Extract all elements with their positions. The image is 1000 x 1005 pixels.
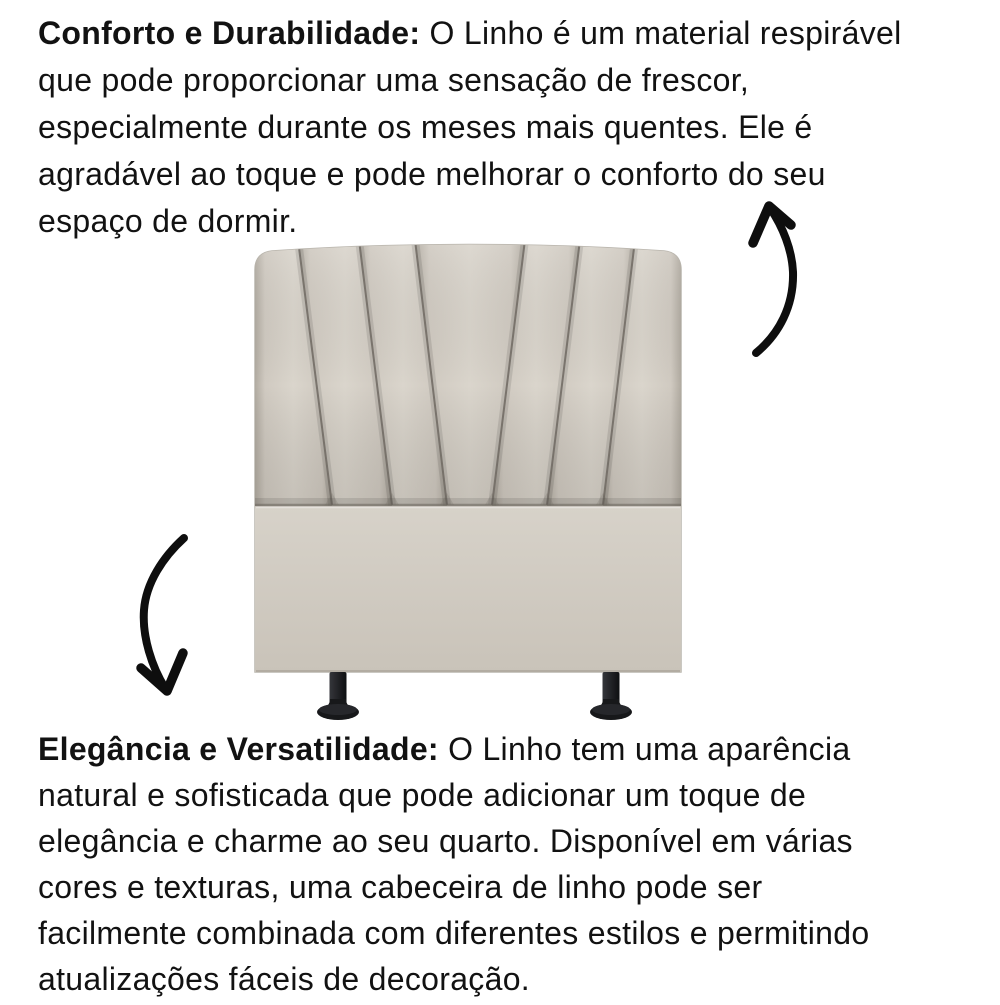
text-line bbox=[38, 726, 869, 772]
text-line bbox=[38, 910, 869, 956]
text-line bbox=[38, 198, 902, 245]
paragraph-text: O Linho é um material respirável bbox=[420, 15, 902, 51]
headboard-leg-right bbox=[590, 672, 632, 720]
text-line bbox=[38, 151, 902, 198]
paragraph-text: elegância e charme ao seu quarto. Disponível em várias bbox=[38, 823, 853, 859]
paragraph-text: atualizações fáceis de decoração. bbox=[38, 961, 530, 997]
text-line bbox=[38, 956, 869, 1002]
paragraph-conforto-durabilidade bbox=[38, 10, 902, 245]
paragraph-text: que pode proporcionar uma sensação de frescor, bbox=[38, 62, 750, 98]
paragraph-text: cores e texturas, uma cabeceira de linho pode ser bbox=[38, 869, 763, 905]
text-line bbox=[38, 818, 869, 864]
paragraph-text: agradável ao toque e pode melhorar o conforto do seu bbox=[38, 156, 826, 192]
paragraph-heading: Elegância e Versatilidade: bbox=[38, 731, 439, 767]
paragraph-heading: Conforto e Durabilidade: bbox=[38, 15, 421, 51]
headboard-leg-left bbox=[317, 672, 359, 720]
curved-arrow-down-icon bbox=[141, 538, 184, 691]
text-line bbox=[38, 104, 902, 151]
paragraph-elegancia-versatilidade bbox=[38, 726, 869, 1002]
paragraph-text: natural e sofisticada que pode adicionar um toque de bbox=[38, 777, 807, 813]
text-line bbox=[38, 57, 902, 104]
paragraph-text: espaço de dormir. bbox=[38, 203, 298, 239]
paragraph-text: O Linho tem uma aparência bbox=[438, 731, 851, 767]
paragraph-text: especialmente durante os meses mais quentes. Ele é bbox=[38, 109, 813, 145]
paragraph-text: facilmente combinada com diferentes estilos e permitindo bbox=[38, 915, 870, 951]
text-line bbox=[38, 10, 902, 57]
text-line bbox=[38, 864, 869, 910]
headboard-upholstery bbox=[255, 238, 681, 672]
headboard-base-panel bbox=[255, 493, 681, 672]
text-line bbox=[38, 772, 869, 818]
